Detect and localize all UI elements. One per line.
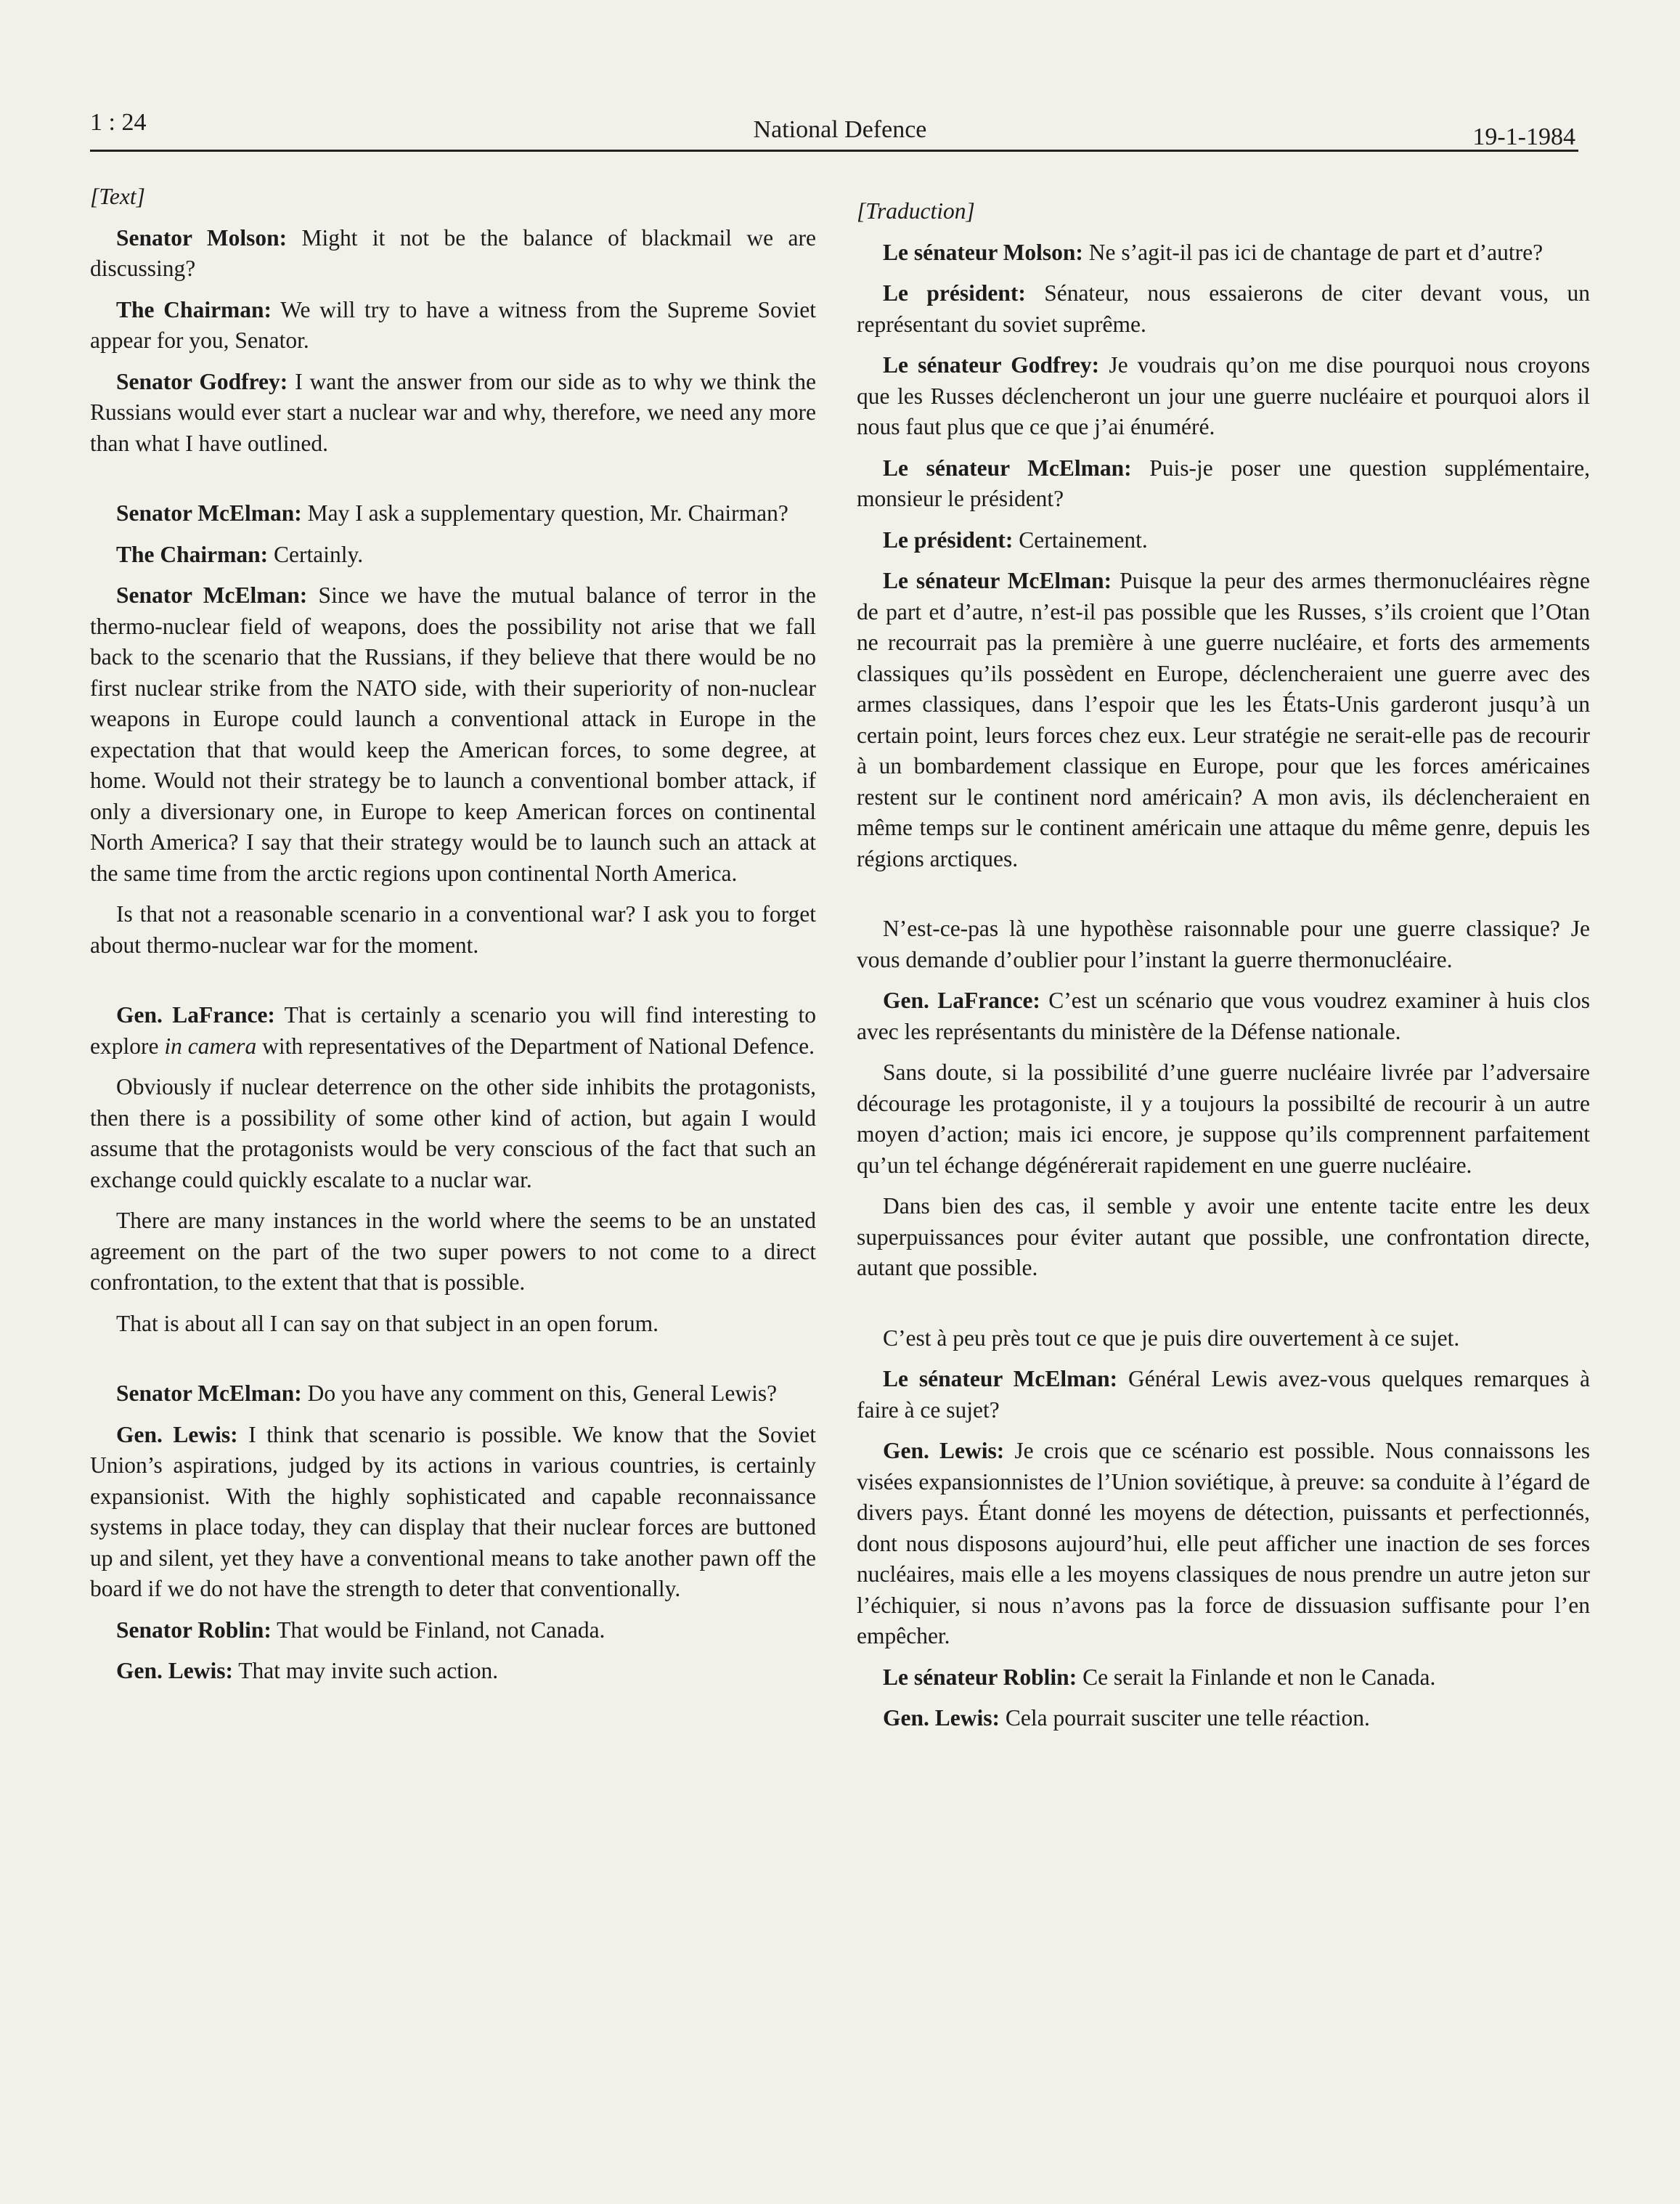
speech-text: Obviously if nuclear deterrence on the other side inhibits the protagonists, then there is a possibility of some other kind of action, but again I would assume that the protagonists would be very conscious of the fact that such an exchange could quickly escalate to a nuclar war. bbox=[90, 1074, 816, 1192]
speech-text: Do you have any comment on this, General Lewis? bbox=[301, 1380, 778, 1406]
speech-text: Ce serait la Finlande et non le Canada. bbox=[1077, 1664, 1436, 1690]
transcript-paragraph bbox=[90, 1000, 816, 1062]
french-column bbox=[857, 196, 1590, 1744]
speech-text: That may invite such action. bbox=[233, 1658, 499, 1683]
speech-text: Certainement. bbox=[1013, 526, 1148, 553]
speaker-name: Le président: bbox=[883, 280, 1026, 306]
transcript-paragraph bbox=[857, 1057, 1590, 1181]
page-date: 19-1-1984 bbox=[1472, 123, 1575, 150]
speaker-name: Senator Roblin: bbox=[116, 1617, 272, 1643]
speech-text: Is that not a reasonable scenario in a conventional war? I ask you to forget about thermo-nuclear war for the moment. bbox=[90, 901, 816, 958]
transcript-paragraph bbox=[857, 914, 1590, 975]
speaker-name: Senator Godfrey: bbox=[116, 368, 288, 394]
transcript-paragraph bbox=[857, 1703, 1590, 1734]
transcript-paragraph bbox=[90, 1205, 816, 1298]
transcript-paragraph bbox=[90, 367, 816, 460]
transcript-paragraph bbox=[857, 1191, 1590, 1284]
transcript-paragraph bbox=[90, 295, 816, 357]
speaker-name: Senator Molson: bbox=[116, 224, 288, 251]
transcript-paragraph bbox=[857, 1662, 1590, 1693]
speaker-name: Le sénateur McElman: bbox=[883, 455, 1132, 481]
speaker-name: The Chairman: bbox=[116, 541, 269, 567]
transcript-paragraph bbox=[90, 1072, 816, 1195]
speaker-name: Le sénateur McElman: bbox=[883, 568, 1112, 593]
speech-text: Sénateur, nous essaierons de citer devant vous, un représentant du soviet suprême. bbox=[857, 280, 1590, 337]
speech-text: Since we have the mutual balance of terror in the thermo-nuclear field of weapons, does the possibility not arise that we fall back to the scenario that the Russians, if they believe that there would be no first nuclear strike from the NATO side, with their superiority of non-nuclear weapons in Europe could launch a conventional attack in Europe in the expectation that that would keep the American forces, to some degree, at home. Would not their strategy be to launch a conventional bomber attack, if only a diversionary one, in Europe to keep American forces on continental North America? I say that their strategy would be to launch such an attack at the same time from the arctic regions upon continental North America. bbox=[90, 582, 816, 886]
transcript-paragraph bbox=[90, 580, 816, 889]
header-rule bbox=[90, 150, 1578, 152]
speaker-name: Gen. Lewis: bbox=[116, 1658, 233, 1683]
transcript-paragraph bbox=[90, 899, 816, 961]
speaker-name: Le sénateur Roblin: bbox=[883, 1664, 1077, 1690]
speech-text: Cela pourrait susciter une telle réaction. bbox=[1000, 1705, 1370, 1731]
section-label: [Text] bbox=[90, 184, 145, 209]
speech-text: That is certainly a scenario you will find interesting to explore bbox=[90, 1002, 816, 1059]
transcript-paragraph bbox=[857, 1436, 1590, 1652]
speech-text: N’est-ce-pas là une hypothèse raisonnable pour une guerre classique? Je vous demande d’oublier pour l’instant la guerre thermonucléaire. bbox=[857, 916, 1590, 972]
speech-text: We will try to have a witness from the Supreme Soviet appear for you, Senator. bbox=[90, 296, 816, 353]
transcript-paragraph bbox=[90, 1309, 816, 1340]
speech-text: Ne s’agit-il pas ici de chantage de part et d’autre? bbox=[1082, 239, 1544, 265]
speech-text: C’est à peu près tout ce que je puis dire ouvertement à ce sujet. bbox=[883, 1325, 1460, 1351]
speaker-name: Gen. LaFrance: bbox=[116, 1002, 275, 1028]
transcript-paragraph bbox=[857, 1364, 1590, 1426]
speech-text: That is about all I can say on that subject in an open forum. bbox=[116, 1310, 659, 1336]
transcript-paragraph bbox=[857, 453, 1590, 515]
transcript-paragraph bbox=[90, 1378, 816, 1410]
transcript-paragraph bbox=[90, 1420, 816, 1605]
speaker-name: The Chairman: bbox=[116, 296, 272, 322]
speaker-name: Le sénateur Molson: bbox=[883, 239, 1083, 265]
english-column bbox=[90, 182, 816, 1697]
speech-text: I think that scenario is possible. We know that the Soviet Union’s aspirations, judged by its actions in various countries, is certainly expansionist. With the highly sophisticated and capable reconnaissance systems in place today, they can display that their nuclear forces are buttoned up and silent, yet they have a conventional means to take another pawn off the board if we do not have the strength to deter that conventionally. bbox=[90, 1421, 816, 1601]
transcript-paragraph bbox=[857, 350, 1590, 443]
transcript-paragraph bbox=[90, 498, 816, 529]
speech-text: Might it not be the balance of blackmail we are discussing? bbox=[90, 224, 817, 281]
section-label: [Traduction] bbox=[857, 198, 975, 224]
speech-text: Dans bien des cas, il semble y avoir une entente tacite entre les deux superpuissances pour éviter autant que possible, une confrontation directe, autant que possible. bbox=[857, 1193, 1590, 1280]
transcript-paragraph bbox=[90, 1615, 816, 1646]
speaker-name: Senator McElman: bbox=[116, 582, 308, 608]
speech-text: I want the answer from our side as to why we think the Russians would ever start a nuclear war and why, therefore, we need any more than what I have outlined. bbox=[90, 368, 816, 456]
running-title: National Defence bbox=[753, 116, 927, 143]
speaker-name: Le sénateur McElman: bbox=[883, 1366, 1118, 1391]
speech-text: C’est un scénario que vous voudrez examiner à huis clos avec les représentants du ministère de la Défense nationale. bbox=[857, 988, 1590, 1044]
transcript-paragraph bbox=[90, 1656, 816, 1687]
transcript-paragraph bbox=[857, 985, 1590, 1047]
speech-text: There are many instances in the world where the seems to be an unstated agreement on the part of the two super powers to not come to a direct confrontation, to the extent that that is possible. bbox=[90, 1208, 816, 1295]
speech-text: That would be Finland, not Canada. bbox=[271, 1617, 605, 1643]
speech-text: Puisque la peur des armes thermonucléaires règne de part et d’autre, n’est-il pas possible que les Russes, s’ils croient que l’Otan ne recourrait pas la première à une guerre nucléaire, et forts des armements classiques qu’ils possèdent en Europe, déclencheraient une guerre avec des armes classiques, dans l’espoir que les les États-Unis garderont jusqu’à un certain point, leurs forces chez eux. Leur stratégie ne serait-elle pas de recourir à un bombardement classique en Europe, pour que les forces américaines restent sur le continent nord américain? A mon avis, ils déclencheraient en même temps sur le continent américain une attaque du même genre, depuis les régions arctiques. bbox=[857, 568, 1591, 871]
speaker-name: Gen. Lewis: bbox=[116, 1421, 238, 1447]
transcript-paragraph bbox=[90, 540, 816, 571]
transcript-paragraph bbox=[857, 237, 1590, 269]
speech-text: with representatives of the Department of National Defence. bbox=[256, 1033, 815, 1059]
speaker-name: Gen. Lewis: bbox=[883, 1438, 1005, 1463]
transcript-paragraph bbox=[857, 278, 1590, 340]
speech-text: May I ask a supplementary question, Mr. Chairman? bbox=[301, 500, 788, 526]
speaker-name: Senator McElman: bbox=[116, 500, 302, 526]
speaker-name: Le sénateur Godfrey: bbox=[883, 352, 1100, 378]
transcript-paragraph bbox=[857, 1323, 1590, 1354]
speaker-name: Gen. Lewis: bbox=[883, 1705, 1000, 1731]
speaker-name: Senator McElman: bbox=[116, 1380, 302, 1406]
speech-text: Puis-je poser une question supplémentaire, monsieur le président? bbox=[857, 455, 1590, 511]
page-number: 1 : 24 bbox=[90, 109, 147, 136]
emphasis-text: in camera bbox=[164, 1033, 257, 1059]
speech-text: Certainly. bbox=[268, 541, 364, 567]
speech-text: Je voudrais qu’on me dise pourquoi nous croyons que les Russes déclencheront un jour une guerre nucléaire et pourquoi alors il nous faut plus que ce que j’ai énuméré. bbox=[857, 352, 1590, 439]
speech-text: Je crois que ce scénario est possible. Nous connaissons les visées expansionnistes de l’Union soviétique, à preuve: sa conduite à l’égard de divers pays. Étant donné les moyens de détection, puissants et perfectionnés, dont nous disposons aujourd’hui, elle peut afficher une inaction de ses forces nucléaires, mais elle a les moyens classiques de nous prendre un autre jeton sur l’échiquier, si nous n’avons pas la force de dissuasion suffisante pour l’en empêcher. bbox=[857, 1438, 1590, 1648]
transcript-paragraph bbox=[90, 223, 816, 285]
speech-text: Sans doute, si la possibilité d’une guerre nucléaire livrée par l’adversaire décourage les protagoniste, il y a toujours la possibilté de recourir à un autre moyen d’action; mais ici encore, je suppose qu’ils comprennent parfaitement qu’un tel échange dégénérerait rapidement en une guerre nucléaire. bbox=[857, 1060, 1590, 1178]
speaker-name: Gen. LaFrance: bbox=[883, 988, 1040, 1013]
transcript-paragraph bbox=[857, 525, 1590, 556]
transcript-paragraph bbox=[857, 566, 1590, 874]
speech-text: Général Lewis avez-vous quelques remarques à faire à ce sujet? bbox=[857, 1366, 1590, 1423]
speaker-name: Le président: bbox=[883, 526, 1014, 553]
